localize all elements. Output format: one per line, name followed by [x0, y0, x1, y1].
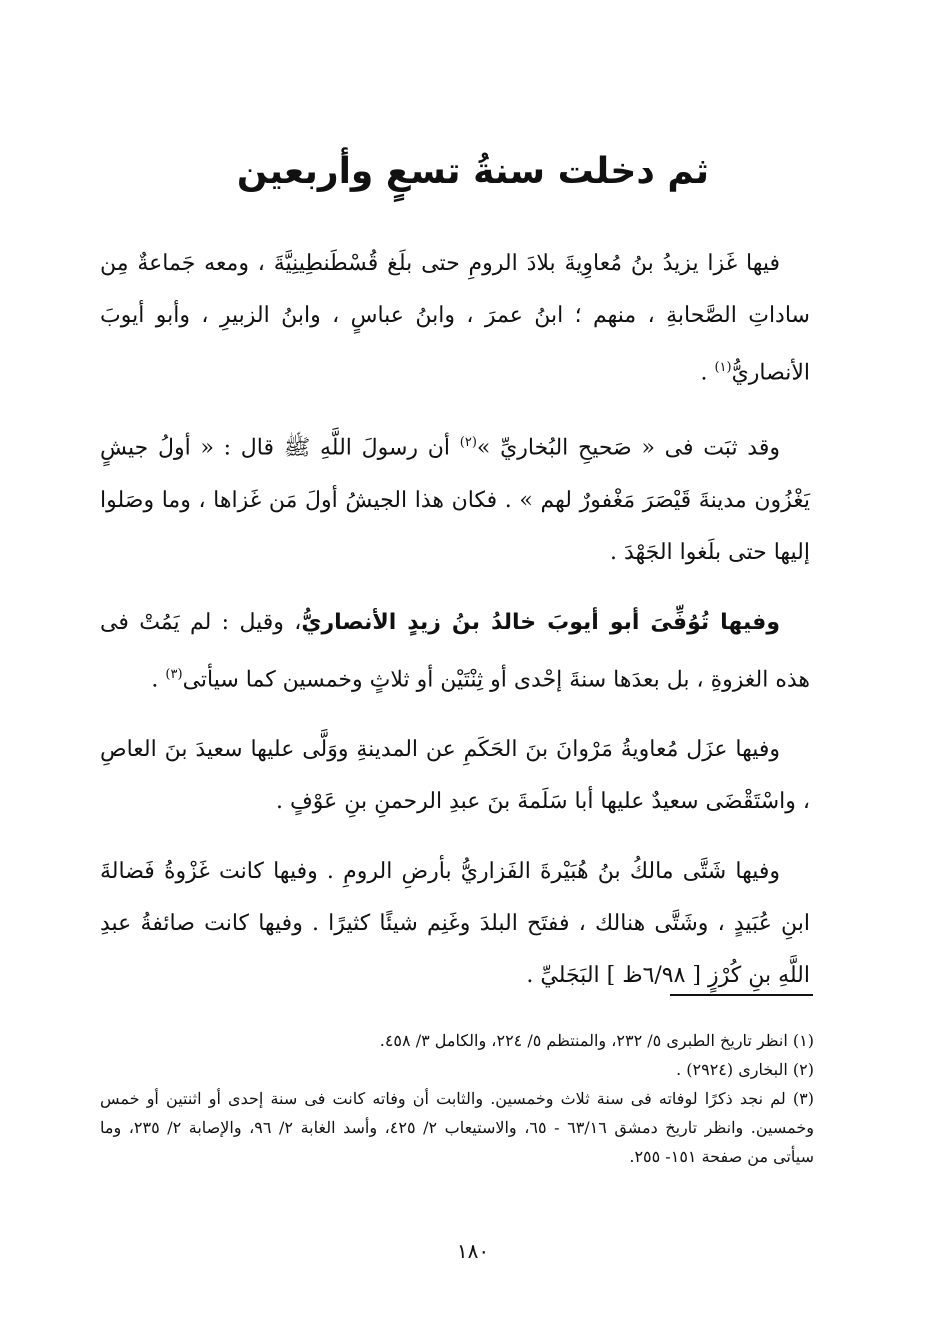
paragraph-tail: .	[700, 360, 715, 386]
paragraph-text: وفيها عزَل مُعاويةُ مَرْوانَ بنَ الحَكَمِ عن المدينةِ ووَلَّى عليها سعيدَ بنَ العاصِ ، واسْتَقْضَى سعيدٌ عليها أبا سَلَمةَ بنَ عبدِ الرحمنِ بنِ عَوْفٍ .	[100, 736, 810, 814]
footnote-ref-3[interactable]: (٣)	[165, 666, 183, 682]
paragraph-text: فيها غَزا يزيدُ بنُ مُعاوِيةَ بلادَ الرومِ حتى بلَغ قُسْطَنطِينِيَّةَ ، ومعه جَماعةٌ مِن ساداتِ الصَّحابةِ ، منهم ؛ ابنُ عمرَ ، وابنُ عباسٍ ، وابنُ الزبيرِ ، وأبو أيوبَ الأنصاريُّ	[100, 251, 810, 386]
paragraph-text: أن رسولَ اللَّهِ ﷺ قال : « أولُ جيشٍ يَغْزُون مدينةَ قَيْصَرَ مَغْفورٌ لهم » . فكان هذا الجيشُ أولَ مَن غَزاها ، وما وصَلوا إليها حتى بلَغوا الجَهْدَ .	[100, 435, 810, 565]
paragraph-3	[100, 597, 810, 706]
footnote-1: (١) انظر تاريخ الطبرى ٥/ ٢٣٢، والمنتظم ٥/ ٢٢٤، والكامل ٣/ ٤٥٨.	[379, 1031, 814, 1050]
footnotes	[100, 1026, 814, 1171]
main-text	[100, 238, 810, 1020]
paragraph-text: ، وقيل : لم يَمُتْ فى هذه الغزوةِ ، بل بعدَها سنةَ إحْدى أو ثِنْتَيْن أو ثلاثٍ وخمسين كما سيأتى	[100, 609, 810, 692]
footnote-ref-1[interactable]: (١)	[714, 360, 732, 375]
paragraph-text: وقد ثبَت فى « صَحيحِ البُخاريِّ »	[476, 435, 780, 461]
paragraph-5	[100, 846, 810, 1002]
footnote-2: (٢) البخارى (٢٩٢٤) .	[676, 1060, 814, 1079]
paragraph-4	[100, 724, 810, 828]
footnote-divider	[670, 994, 813, 996]
chapter-title: ثم دخلت سنةُ تسعٍ وأربعين	[236, 151, 710, 192]
paragraph-2	[100, 417, 810, 578]
bold-heading-text: وفيها تُوُفِّىَ أبو أيوبَ خالدُ بنُ زيدٍ الأنصاريُّ	[301, 609, 780, 635]
paragraph-1	[100, 238, 810, 399]
page-number: ١٨٠	[456, 1239, 490, 1263]
paragraph-text: وفيها شَتَّى مالكُ بنُ هُبَيْرةَ الفَزاريُّ بأرضِ الرومِ . وفيها كانت غَزْوةُ فَضالةَ ابنِ عُبَيدٍ ، وشَتَّى هنالك ، ففتَح البلدَ وغَنِم شيئًا كثيرًا . وفيها كانت صائفةُ عبدِ اللَّهِ بنِ كُرْزٍ [ ٦/٩٨ظ ] البَجَليِّ .	[100, 858, 810, 988]
footnote-3: (٣) لم نجد ذكرًا لوفاته فى سنة ثلاث وخمسين. والثابت أن وفاته كانت فى سنة إحدى أو اثنتين أو خمس وخمسين. وانظر تاريخ دمشق ٦٣/١٦ - ٦٥، والاستيعاب ٢/ ٤٢٥، وأسد الغابة ٢/ ٩٦، والإصابة ٢/ ٢٣٥، وما سيأتى من صفحة ١٥١- ٢٥٥.	[100, 1089, 815, 1166]
paragraph-tail: .	[151, 666, 166, 692]
footnote-ref-2[interactable]: (٢)	[459, 435, 477, 451]
